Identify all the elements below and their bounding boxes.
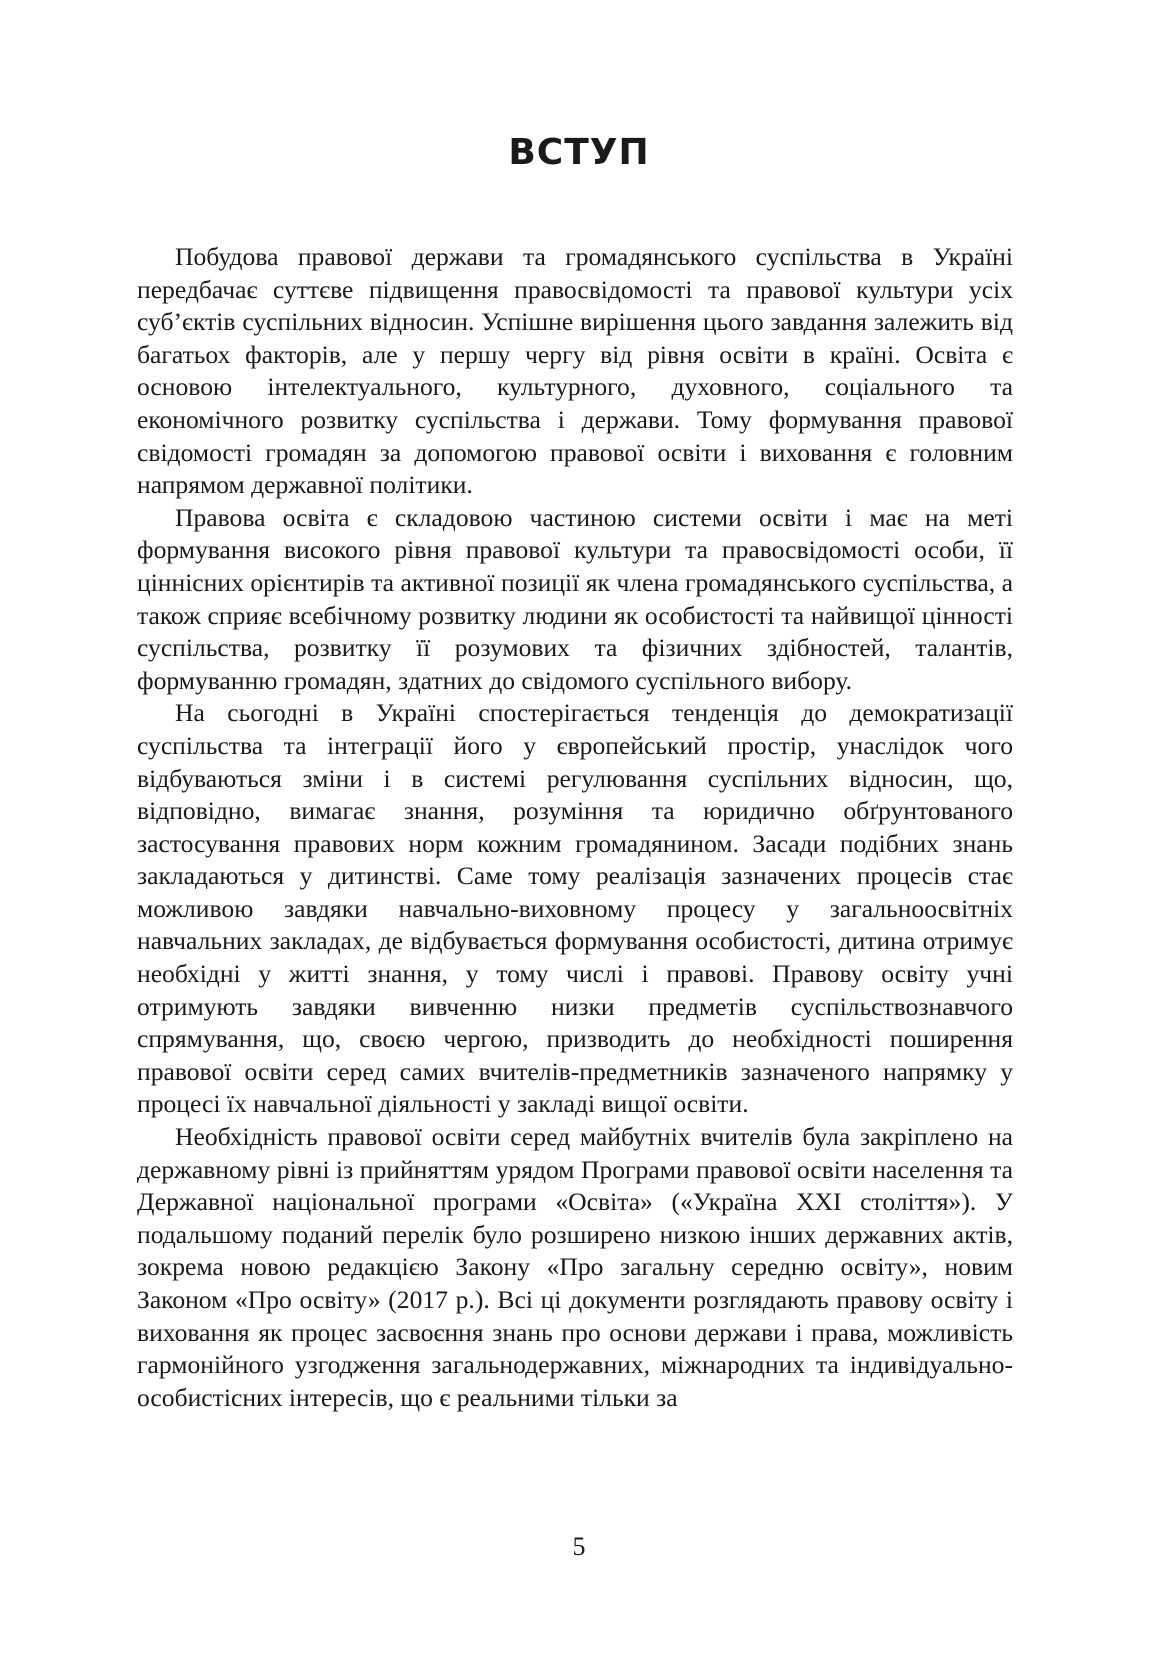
- paragraph-3: На сьогодні в Україні спостерігається тенденція до демократизації суспільства та інтеграції його у європейський простір, унаслідок чого відбуваються зміни і в системі регулювання суспільних відносин, що, відповідно, вимагає знання, розуміння та юридично обґрунтованого застосування правових норм кожним громадянином. Засади подібних знань закладаються у дитинстві. Саме тому реалізація зазначених процесів стає можливою завдяки навчально-виховному процесу у загальноосвітніх навчальних закладах, де відбувається формування особистості, дитина отримує необхідні у житті знання, у тому числі і правові. Правову освіту учні отримують завдяки вивченню низки предметів суспільствознавчого спрямування, що, своєю чергою, призводить до необхідності поширення правової освіти серед самих вчителів-предметників зазначеного напрямку у процесі їх навчальної діяльності у закладі вищої освіти.: [137, 698, 1013, 1119]
- paragraph-1: Побудова правової держави та громадянського суспільства в Україні передбачає суттєве підвищення правосвідомості та правової культури усіх суб’єктів суспільних відносин. Успішне вирішення цього завдання залежить від багатьох факторів, але у першу чергу від рівня освіти в країні. Освіта є основою інтелектуального, культурного, духовного, соціального та економічного розвитку суспільства і держави. Тому формування правової свідомості громадян за допомогою правової освіти і виховання є головним напрямом державної політики.: [137, 242, 1013, 500]
- page-title: ВСТУП: [508, 132, 650, 173]
- paragraph-2: Правова освіта є складовою частиною системи освіти і має на меті формування високого рівня правової культури та правосвідомості особи, її ціннісних орієнтирів та активної позиції як члена громадянського суспільства, а також сприяє всебічному розвитку людини як особистості та найвищої цінності суспільства, розвитку її розумових та фізичних здібностей, талантів, формуванню громадян, здатних до свідомого суспільного вибору.: [137, 502, 1013, 695]
- body-text: [137, 241, 1013, 1414]
- paragraph-4: Необхідність правової освіти серед майбутніх вчителів була закріплено на державному рівні із прийняттям урядом Програми правової освіти населення та Державної національної програми «Освіта» («Україна XXI століття»). У подальшому поданий перелік було розширено низкою інших державних актів, зокрема новою редакцією Закону «Про загальну середню освіту», новим Законом «Про освіту» (2017 р.). Всі ці документи розглядають правову освіту і виховання як процес засвоєння знань про основи держави і права, можливість гармонійного узгодження загальнодержавних, міжнародних та індивідуально-особистісних інтересів, що є реальними тільки за: [137, 1122, 1013, 1412]
- page-number: 5: [572, 1532, 586, 1561]
